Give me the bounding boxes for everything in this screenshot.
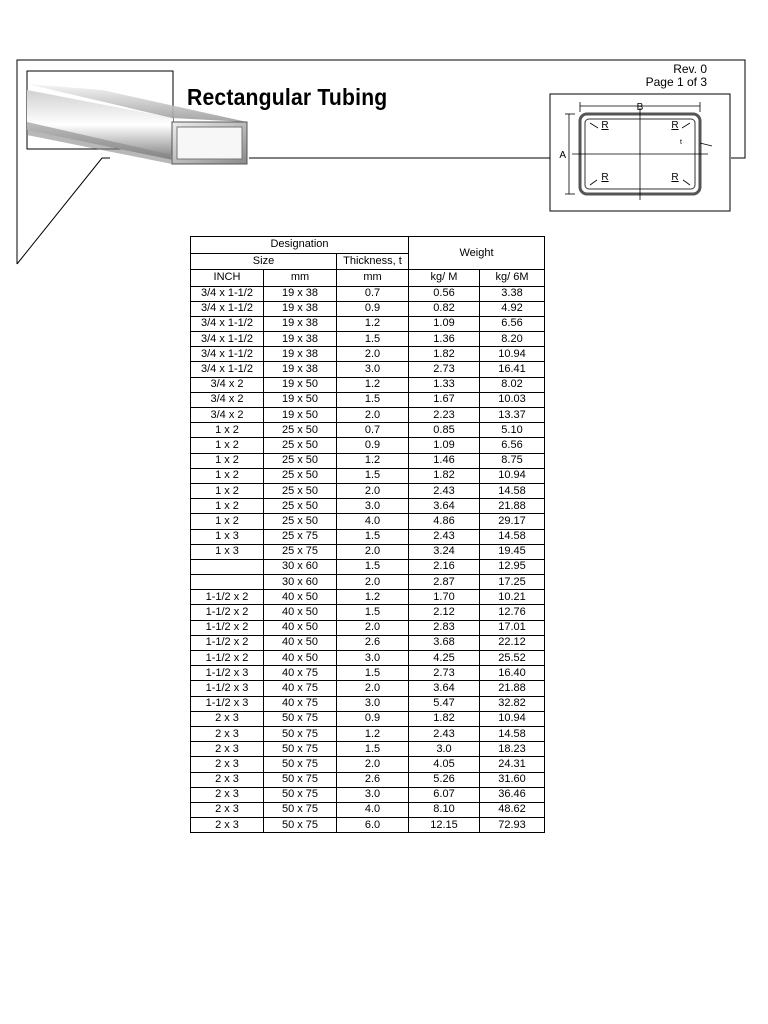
designation-header: Designation (191, 237, 409, 254)
cell-size-mm: 25 x 50 (264, 438, 337, 453)
cell-thickness: 2.0 (337, 347, 409, 362)
cell-size-mm: 50 x 75 (264, 726, 337, 741)
cell-size-mm: 25 x 50 (264, 483, 337, 498)
cell-inch: 3/4 x 1-1/2 (191, 347, 264, 362)
cell-weight-kg-m: 0.82 (409, 301, 480, 316)
cell-weight-kg-6m: 12.76 (480, 605, 545, 620)
cell-size-mm: 40 x 50 (264, 651, 337, 666)
cell-thickness: 0.7 (337, 286, 409, 301)
cell-thickness: 0.9 (337, 301, 409, 316)
dimension-b-label: B (636, 102, 644, 113)
cell-inch: 1-1/2 x 2 (191, 590, 264, 605)
cell-inch: 1 x 2 (191, 483, 264, 498)
size-header: Size (191, 253, 337, 270)
cell-weight-kg-6m: 10.94 (480, 711, 545, 726)
cell-thickness: 2.0 (337, 544, 409, 559)
cell-thickness: 1.5 (337, 559, 409, 574)
cell-weight-kg-m: 2.16 (409, 559, 480, 574)
cell-thickness: 2.0 (337, 408, 409, 423)
cell-weight-kg-m: 1.46 (409, 453, 480, 468)
cell-thickness: 1.5 (337, 529, 409, 544)
cell-size-mm: 50 x 75 (264, 711, 337, 726)
cell-thickness: 4.0 (337, 802, 409, 817)
table-row (191, 301, 545, 316)
cell-weight-kg-m: 4.86 (409, 514, 480, 529)
cell-size-mm: 25 x 50 (264, 453, 337, 468)
table-row (191, 651, 545, 666)
cell-weight-kg-6m: 6.56 (480, 438, 545, 453)
table-row (191, 544, 545, 559)
table-row (191, 559, 545, 574)
cell-thickness: 6.0 (337, 818, 409, 833)
cell-size-mm: 19 x 50 (264, 392, 337, 407)
table-row (191, 772, 545, 787)
cell-size-mm: 50 x 75 (264, 787, 337, 802)
table-header-row (191, 237, 545, 254)
cell-weight-kg-6m: 22.12 (480, 635, 545, 650)
table-row (191, 818, 545, 833)
cell-weight-kg-6m: 4.92 (480, 301, 545, 316)
radius-label-top-right: R (671, 120, 679, 131)
cell-weight-kg-6m: 10.21 (480, 590, 545, 605)
cell-inch: 3/4 x 2 (191, 392, 264, 407)
cell-weight-kg-6m: 72.93 (480, 818, 545, 833)
cell-weight-kg-m: 1.09 (409, 438, 480, 453)
cell-size-mm: 40 x 50 (264, 590, 337, 605)
cell-thickness: 1.5 (337, 666, 409, 681)
cell-size-mm: 19 x 50 (264, 377, 337, 392)
cell-weight-kg-6m: 19.45 (480, 544, 545, 559)
weight-header: Weight (409, 237, 545, 270)
cell-weight-kg-m: 2.43 (409, 483, 480, 498)
cell-size-mm: 19 x 38 (264, 362, 337, 377)
cell-thickness: 2.0 (337, 681, 409, 696)
cell-weight-kg-m: 5.47 (409, 696, 480, 711)
cell-inch: 3/4 x 2 (191, 377, 264, 392)
cell-size-mm: 40 x 75 (264, 696, 337, 711)
thickness-t-label: t (680, 139, 682, 146)
cell-weight-kg-m: 1.67 (409, 392, 480, 407)
cell-size-mm: 40 x 50 (264, 605, 337, 620)
table-row (191, 392, 545, 407)
table-row (191, 453, 545, 468)
cell-thickness: 2.0 (337, 575, 409, 590)
cell-weight-kg-6m: 8.75 (480, 453, 545, 468)
cell-inch: 3/4 x 2 (191, 408, 264, 423)
table-row (191, 514, 545, 529)
cell-thickness: 0.9 (337, 438, 409, 453)
cell-inch: 3/4 x 1-1/2 (191, 301, 264, 316)
cell-weight-kg-m: 2.83 (409, 620, 480, 635)
cell-weight-kg-6m: 3.38 (480, 286, 545, 301)
cell-size-mm: 19 x 38 (264, 316, 337, 331)
cell-inch: 1-1/2 x 3 (191, 696, 264, 711)
cell-thickness: 1.5 (337, 605, 409, 620)
page-title: Rectangular Tubing (187, 84, 388, 110)
cell-thickness: 2.6 (337, 635, 409, 650)
cell-size-mm: 50 x 75 (264, 772, 337, 787)
cell-thickness: 1.2 (337, 316, 409, 331)
cell-weight-kg-m: 0.85 (409, 423, 480, 438)
thickness-header: Thickness, t (337, 253, 409, 270)
cell-thickness: 3.0 (337, 499, 409, 514)
table-row (191, 726, 545, 741)
cell-thickness: 1.5 (337, 468, 409, 483)
cell-thickness: 2.0 (337, 757, 409, 772)
cell-thickness: 0.9 (337, 711, 409, 726)
cell-weight-kg-6m: 10.94 (480, 468, 545, 483)
dimension-a-label: A (559, 150, 566, 161)
cell-size-mm: 50 x 75 (264, 742, 337, 757)
cell-size-mm: 19 x 38 (264, 301, 337, 316)
cell-size-mm: 25 x 50 (264, 514, 337, 529)
cell-size-mm: 25 x 50 (264, 423, 337, 438)
cell-inch: 1-1/2 x 2 (191, 651, 264, 666)
cell-size-mm: 40 x 75 (264, 666, 337, 681)
cell-size-mm: 40 x 50 (264, 635, 337, 650)
cell-inch: 1 x 2 (191, 423, 264, 438)
cell-weight-kg-6m: 21.88 (480, 499, 545, 514)
column-header-kg-per-6m: kg/ 6M (480, 270, 545, 287)
cell-weight-kg-6m: 8.20 (480, 332, 545, 347)
cell-inch: 3/4 x 1-1/2 (191, 286, 264, 301)
cell-weight-kg-m: 2.12 (409, 605, 480, 620)
cell-size-mm: 25 x 75 (264, 529, 337, 544)
cell-inch: 1 x 2 (191, 468, 264, 483)
table-row (191, 802, 545, 817)
table-header-row (191, 270, 545, 287)
cell-weight-kg-m: 12.15 (409, 818, 480, 833)
cell-thickness: 3.0 (337, 362, 409, 377)
cell-inch: 1 x 2 (191, 514, 264, 529)
cell-inch: 3/4 x 1-1/2 (191, 316, 264, 331)
cell-weight-kg-6m: 8.02 (480, 377, 545, 392)
cell-weight-kg-m: 1.36 (409, 332, 480, 347)
table-row (191, 529, 545, 544)
table-row (191, 377, 545, 392)
table-row (191, 347, 545, 362)
table-row (191, 316, 545, 331)
cell-size-mm: 19 x 38 (264, 347, 337, 362)
cell-weight-kg-m: 1.70 (409, 590, 480, 605)
cell-weight-kg-6m: 14.58 (480, 726, 545, 741)
cell-weight-kg-6m: 5.10 (480, 423, 545, 438)
cell-weight-kg-m: 3.64 (409, 499, 480, 514)
cell-thickness: 4.0 (337, 514, 409, 529)
cell-inch: 2 x 3 (191, 818, 264, 833)
cell-inch: 3/4 x 1-1/2 (191, 332, 264, 347)
cell-weight-kg-m: 3.64 (409, 681, 480, 696)
table-row (191, 468, 545, 483)
table-row (191, 423, 545, 438)
cell-thickness: 1.5 (337, 392, 409, 407)
cell-weight-kg-6m: 12.95 (480, 559, 545, 574)
cell-inch: 2 x 3 (191, 757, 264, 772)
cell-size-mm: 25 x 50 (264, 468, 337, 483)
cell-thickness: 3.0 (337, 787, 409, 802)
cell-size-mm: 40 x 75 (264, 681, 337, 696)
cell-thickness: 1.2 (337, 453, 409, 468)
cell-weight-kg-6m: 21.88 (480, 681, 545, 696)
cell-weight-kg-m: 2.43 (409, 529, 480, 544)
cell-thickness: 1.2 (337, 726, 409, 741)
cell-inch: 2 x 3 (191, 726, 264, 741)
cell-weight-kg-m: 1.82 (409, 468, 480, 483)
cell-inch (191, 559, 264, 574)
cell-weight-kg-6m: 10.03 (480, 392, 545, 407)
cell-size-mm: 19 x 38 (264, 332, 337, 347)
cell-weight-kg-6m: 25.52 (480, 651, 545, 666)
radius-label-bottom-left: R (601, 172, 609, 183)
cell-weight-kg-6m: 16.40 (480, 666, 545, 681)
tubing-spec-table (190, 236, 545, 833)
cell-weight-kg-m: 3.68 (409, 635, 480, 650)
cell-size-mm: 30 x 60 (264, 575, 337, 590)
cell-weight-kg-m: 3.0 (409, 742, 480, 757)
table-row (191, 620, 545, 635)
cell-thickness: 3.0 (337, 651, 409, 666)
cell-size-mm: 50 x 75 (264, 802, 337, 817)
cell-thickness: 2.6 (337, 772, 409, 787)
cell-inch: 2 x 3 (191, 742, 264, 757)
table-row (191, 483, 545, 498)
cell-weight-kg-m: 5.26 (409, 772, 480, 787)
cell-weight-kg-6m: 48.62 (480, 802, 545, 817)
cell-thickness: 1.2 (337, 377, 409, 392)
table-row (191, 666, 545, 681)
cell-inch: 3/4 x 1-1/2 (191, 362, 264, 377)
cell-inch: 1 x 2 (191, 438, 264, 453)
cell-thickness: 1.5 (337, 332, 409, 347)
table-row (191, 742, 545, 757)
cell-weight-kg-6m: 17.01 (480, 620, 545, 635)
cell-weight-kg-6m: 29.17 (480, 514, 545, 529)
revision-label: Rev. 0 (673, 62, 707, 76)
column-header-size-mm: mm (264, 270, 337, 287)
table-row (191, 499, 545, 514)
cell-size-mm: 40 x 50 (264, 620, 337, 635)
cell-weight-kg-m: 1.09 (409, 316, 480, 331)
column-header-kg-per-m: kg/ M (409, 270, 480, 287)
revision-block (646, 63, 707, 89)
cell-weight-kg-m: 1.82 (409, 711, 480, 726)
table-row (191, 757, 545, 772)
cell-thickness: 2.0 (337, 483, 409, 498)
cell-weight-kg-6m: 18.23 (480, 742, 545, 757)
cell-weight-kg-m: 2.73 (409, 362, 480, 377)
cell-thickness: 1.5 (337, 742, 409, 757)
cell-inch: 1-1/2 x 2 (191, 605, 264, 620)
cell-weight-kg-6m: 6.56 (480, 316, 545, 331)
cell-weight-kg-6m: 10.94 (480, 347, 545, 362)
cell-weight-kg-6m: 13.37 (480, 408, 545, 423)
cell-size-mm: 30 x 60 (264, 559, 337, 574)
cell-weight-kg-m: 3.24 (409, 544, 480, 559)
cell-weight-kg-m: 0.56 (409, 286, 480, 301)
cell-weight-kg-m: 6.07 (409, 787, 480, 802)
table-row (191, 635, 545, 650)
cell-weight-kg-6m: 14.58 (480, 483, 545, 498)
cell-inch: 1-1/2 x 2 (191, 635, 264, 650)
cell-size-mm: 50 x 75 (264, 818, 337, 833)
page-number: Page 1 of 3 (645, 75, 707, 89)
cell-size-mm: 19 x 50 (264, 408, 337, 423)
cell-weight-kg-6m: 32.82 (480, 696, 545, 711)
cell-weight-kg-6m: 36.46 (480, 787, 545, 802)
cell-inch: 1 x 2 (191, 499, 264, 514)
cell-weight-kg-m: 2.43 (409, 726, 480, 741)
cell-size-mm: 50 x 75 (264, 757, 337, 772)
cell-weight-kg-m: 2.87 (409, 575, 480, 590)
cell-thickness: 2.0 (337, 620, 409, 635)
column-header-thickness-mm: mm (337, 270, 409, 287)
cell-weight-kg-m: 4.25 (409, 651, 480, 666)
table-row (191, 362, 545, 377)
cell-inch: 1-1/2 x 3 (191, 681, 264, 696)
cell-weight-kg-m: 1.82 (409, 347, 480, 362)
table-row (191, 590, 545, 605)
table-row (191, 575, 545, 590)
cell-inch: 1-1/2 x 3 (191, 666, 264, 681)
cell-inch: 2 x 3 (191, 802, 264, 817)
cell-weight-kg-6m: 14.58 (480, 529, 545, 544)
cell-thickness: 3.0 (337, 696, 409, 711)
cell-weight-kg-m: 8.10 (409, 802, 480, 817)
cell-weight-kg-6m: 31.60 (480, 772, 545, 787)
cell-inch: 1 x 3 (191, 529, 264, 544)
cell-weight-kg-m: 2.23 (409, 408, 480, 423)
table-row (191, 408, 545, 423)
cell-weight-kg-m: 4.05 (409, 757, 480, 772)
cross-section-diagram (550, 94, 730, 211)
table-row (191, 438, 545, 453)
cell-inch: 1 x 2 (191, 453, 264, 468)
cell-weight-kg-m: 2.73 (409, 666, 480, 681)
radius-label-bottom-right: R (671, 172, 679, 183)
cell-inch: 2 x 3 (191, 787, 264, 802)
cell-inch: 1-1/2 x 2 (191, 620, 264, 635)
column-header-inch: INCH (191, 270, 264, 287)
table-row (191, 286, 545, 301)
cell-inch: 2 x 3 (191, 772, 264, 787)
table-row (191, 332, 545, 347)
cell-inch: 1 x 3 (191, 544, 264, 559)
table-row (191, 681, 545, 696)
cell-inch (191, 575, 264, 590)
table-row (191, 787, 545, 802)
radius-label-top-left: R (601, 120, 609, 131)
cell-weight-kg-6m: 24.31 (480, 757, 545, 772)
cell-weight-kg-6m: 16.41 (480, 362, 545, 377)
cell-thickness: 0.7 (337, 423, 409, 438)
table-row (191, 605, 545, 620)
cell-inch: 2 x 3 (191, 711, 264, 726)
cell-thickness: 1.2 (337, 590, 409, 605)
cell-size-mm: 19 x 38 (264, 286, 337, 301)
table-body (191, 286, 545, 833)
table-row (191, 711, 545, 726)
table-row (191, 696, 545, 711)
cell-weight-kg-m: 1.33 (409, 377, 480, 392)
cell-size-mm: 25 x 75 (264, 544, 337, 559)
cell-weight-kg-6m: 17.25 (480, 575, 545, 590)
cell-size-mm: 25 x 50 (264, 499, 337, 514)
